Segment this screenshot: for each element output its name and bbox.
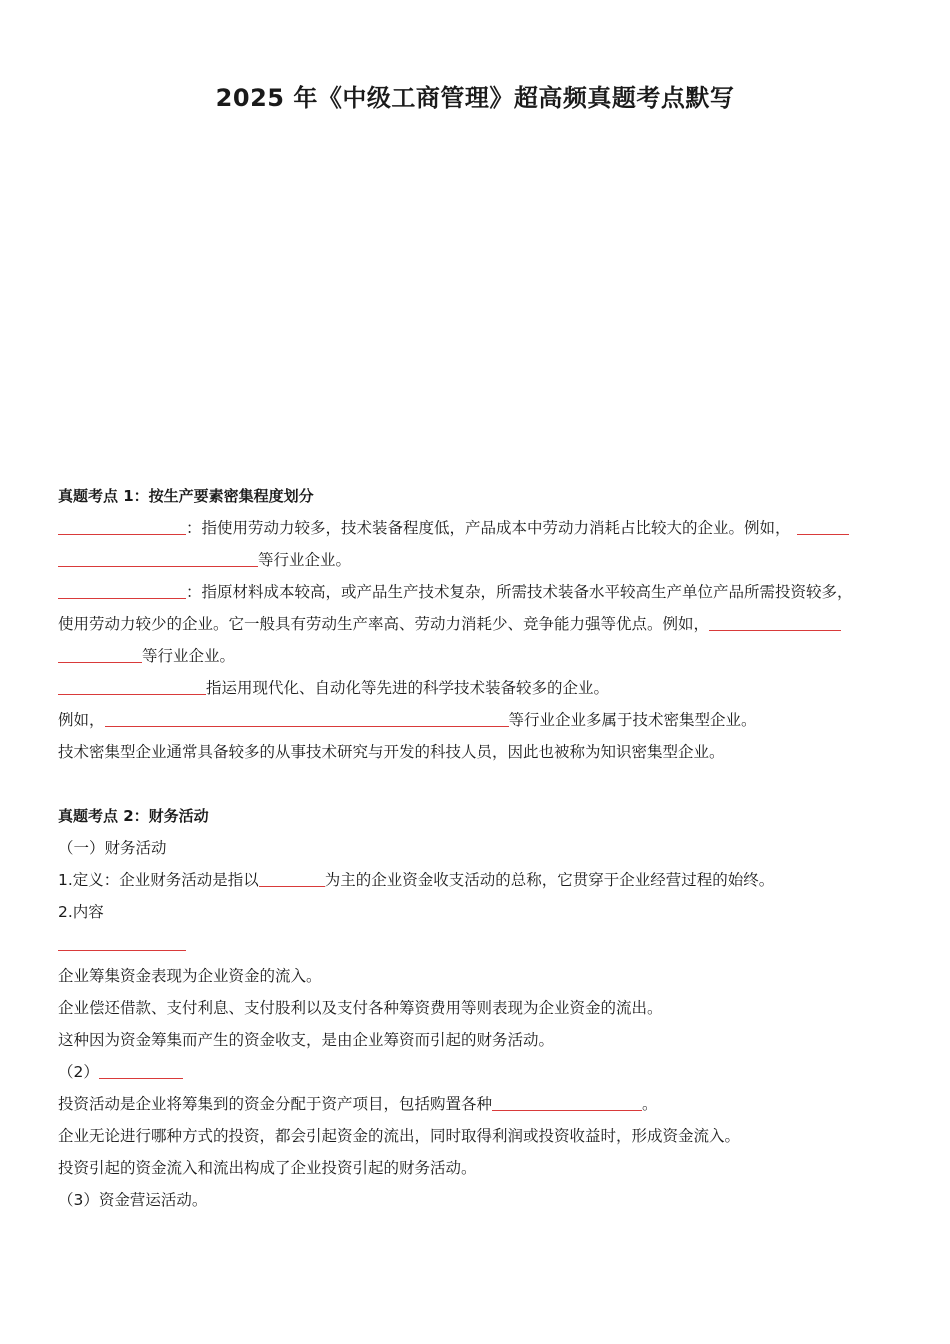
invest-line: 企业无论进行哪种方式的投资，都会引起资金的流出，同时取得利润或投资收益时，形成资金流入。: [58, 1127, 741, 1145]
content-label: 2.内容: [58, 903, 104, 921]
section-2-heading: 真题考点 2：财务活动: [58, 807, 209, 825]
fill-blank[interactable]: [58, 645, 142, 663]
section-1-heading: 真题考点 1：按生产要素密集程度划分: [58, 487, 314, 505]
fund-line: 企业筹集资金表现为企业资金的流入。: [58, 967, 322, 985]
fund-line: 企业偿还借款、支付利息、支付股利以及支付各种筹资费用等则表现为企业资金的流出。: [58, 999, 663, 1017]
fill-blank[interactable]: [259, 869, 325, 887]
fill-blank[interactable]: [492, 1093, 642, 1111]
fill-blank[interactable]: [99, 1061, 183, 1079]
fund-line: 这种因为资金筹集而产生的资金收支，是由企业筹资而引起的财务活动。: [58, 1031, 555, 1049]
fill-blank[interactable]: [58, 581, 186, 599]
paragraph-technology-intensive: 指运用现代化、自动化等先进的科学技术装备较多的企业。: [58, 672, 894, 704]
fill-blank[interactable]: [58, 517, 186, 535]
paragraph-capital-intensive: ：指原材料成本较高，或产品生产技术复杂，所需技术装备水平较高生产单位产品所需投资较多，: [58, 576, 894, 608]
invest-line: 投资引起的资金流入和流出构成了企业投资引起的财务活动。: [58, 1159, 477, 1177]
item-2: （2）: [58, 1056, 894, 1088]
fill-blank[interactable]: [58, 677, 206, 695]
paragraph-labor-intensive: ：指使用劳动力较多，技术装备程度低，产品成本中劳动力消耗占比较大的企业。例如，: [58, 512, 894, 544]
fill-blank[interactable]: [709, 613, 841, 631]
subheading-financial-activities: （一）财务活动: [58, 839, 167, 857]
document-body: 真题考点 1：按生产要素密集程度划分 ：指使用劳动力较多，技术装备程度低，产品成本中劳动力消耗占比较大的企业。例如， 等行业企业。 ：指原材料成本较高，或产品生产技术复杂，所需技术装备水平较高生产单位产品所需投资较多， 使用劳动力较少的企业。它一般具有劳动生产率高、劳动力消耗少、竞争能力强等优点。例如， 等行业企业。 指运用现代化、自动化等先进的科学技术装备较多的企业。 例如， 等行业企业多属于技术密集型企业。 技术密集型企业通常具备较多的从事技术研究与开发的科技人员，因此也被称为知识密集型企业。 真题考点 2：财务活动 （一）财务活动 1.定义：企业财务活动是指以 为主的企业资金收支活动的总称，它贯穿于企业经营过程的始终。 2.内容 企业筹集资金表现为企业资金的流入。 企业偿还借款、支付利息、支付股利以及支付各种筹资费用等则表现为企业资金的流出。 这种因为资金筹集而产生的资金收支，是由企业筹资而引起的财务活动。 （2） 投资活动是企业将筹集到的资金分配于资产项目，包括购置各种 。 企业无论进行哪种方式的投资，都会引起资金的流出，同时取得利润或投资收益时，形成资金流入。 投资引起的资金流入和流出构成了企业投资引起的财务活动。 （3）资金营运活动。: [58, 480, 894, 1216]
paragraph-knowledge-intensive: 技术密集型企业通常具备较多的从事技术研究与开发的科技人员，因此也被称为知识密集型企业。: [58, 743, 725, 761]
page-title: 2025 年《中级工商管理》超高频真题考点默写: [215, 84, 735, 112]
paragraph-definition: 1.定义：企业财务活动是指以 为主的企业资金收支活动的总称，它贯穿于企业经营过程的始终。: [58, 871, 775, 889]
paragraph-investment: 投资活动是企业将筹集到的资金分配于资产项目，包括购置各种 。: [58, 1095, 658, 1113]
fill-blank[interactable]: [105, 709, 509, 727]
fill-blank[interactable]: [797, 517, 849, 535]
fill-blank[interactable]: [58, 549, 258, 567]
fill-blank[interactable]: [58, 933, 186, 951]
item-3: （3）资金营运活动。: [58, 1191, 208, 1209]
